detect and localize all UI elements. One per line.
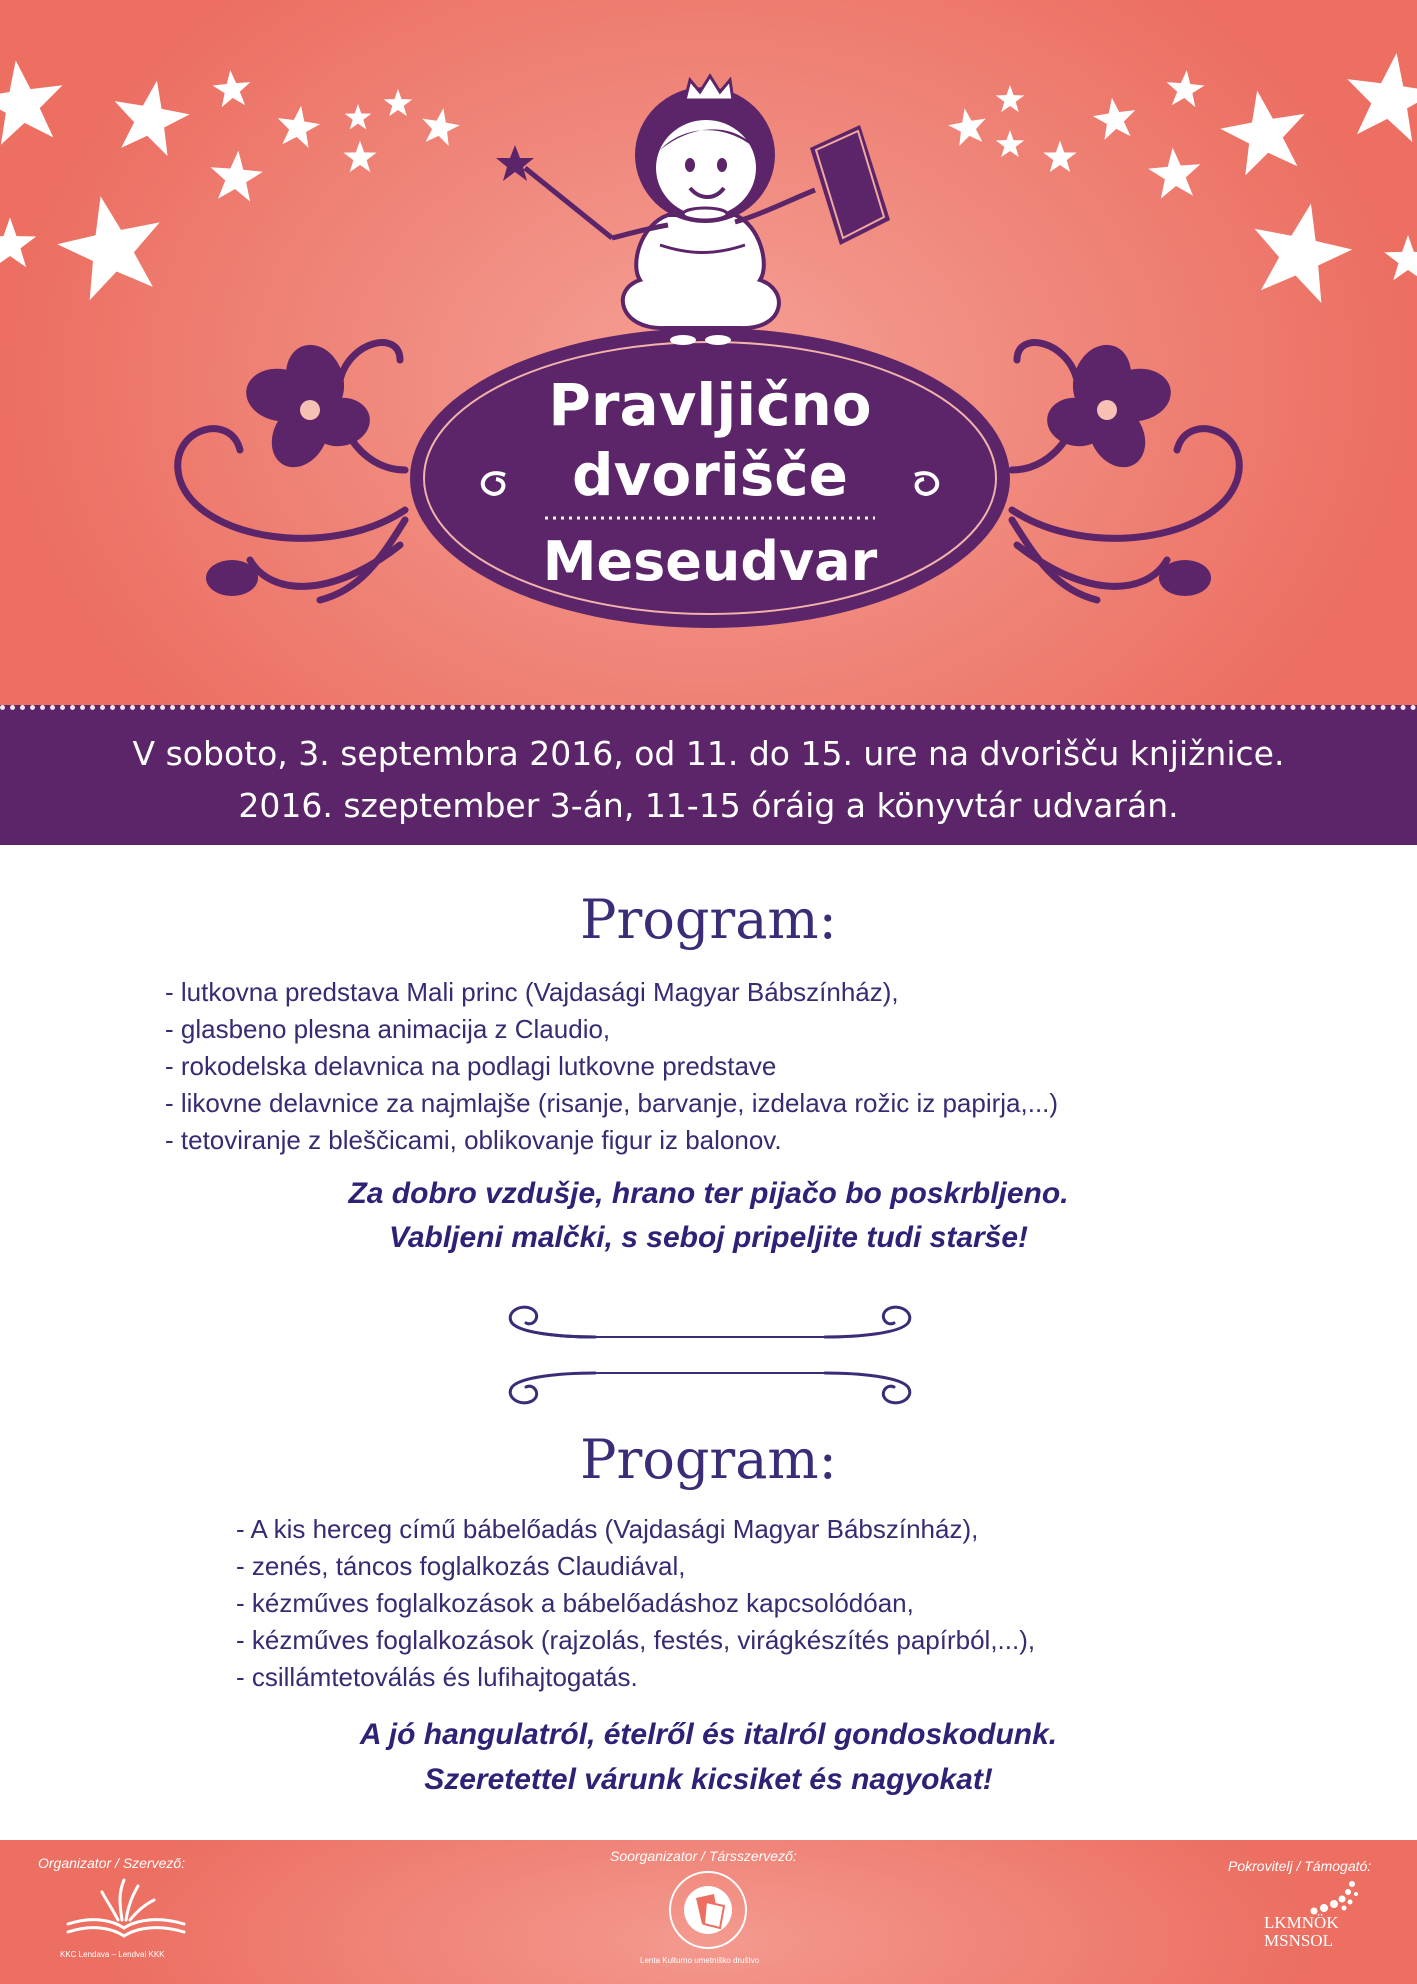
- date-text-hungarian: 2016. szeptember 3-án, 11-15 óráig a könyvtár udvarán.: [238, 786, 1179, 825]
- flower-left-icon: [178, 337, 405, 600]
- list-item: - rokodelska delavnica na podlagi lutkovne predstave: [165, 1051, 777, 1081]
- kkc-lendava-logo-icon: [62, 1878, 192, 1948]
- program-heading-hungarian: Program:: [580, 1428, 837, 1491]
- sponsor-logo-line1: LKMNÖK: [1264, 1913, 1339, 1932]
- ornament-divider-icon: [500, 1295, 920, 1410]
- band-dotted-border: [0, 705, 1417, 710]
- list-item: - A kis herceg című bábelőadás (Vajdasági Magyar Bábszínház),: [236, 1514, 979, 1544]
- cultural-society-logo-icon: [666, 1868, 750, 1952]
- program-list-hungarian: [236, 1511, 1035, 1696]
- organizer-logo-text: KKC Lendava – Lendvai KKK: [60, 1950, 165, 1959]
- closing-line-slovene-1: Za dobro vzdušje, hrano ter pijačo bo poskrbljeno.: [348, 1177, 1069, 1210]
- list-item: - kézműves foglalkozások a bábelőadáshoz kapcsolódóan,: [236, 1588, 914, 1618]
- list-item: - glasbeno plesna animacija z Claudio,: [165, 1014, 611, 1044]
- closing-line-hungarian-1: A jó hangulatról, ételről és italról gondoskodunk.: [359, 1718, 1058, 1751]
- title-line2: dvorišče: [572, 441, 848, 509]
- list-item: - lutkovna predstava Mali princ (Vajdasági Magyar Bábszínház),: [165, 977, 899, 1007]
- title-line1: Pravljično: [548, 371, 872, 439]
- organizer-label: Organizator / Szervező:: [38, 1855, 186, 1871]
- title-line3: Meseudvar: [542, 530, 878, 593]
- program-heading-slovene: Program:: [580, 888, 837, 951]
- stars-right-icon: [946, 47, 1417, 307]
- lkmnok-dots-icon: [1300, 1878, 1360, 1918]
- list-item: - likovne delavnice za najmlajše (risanje, barvanje, izdelava rožic iz papirja,...): [165, 1088, 1059, 1118]
- header-banner: [0, 0, 1417, 705]
- list-item: - kézműves foglalkozások (rajzolás, festés, virágkészítés papírból,...),: [236, 1625, 1036, 1655]
- coorganizer-logo-text: Lenta Kulturno umetniško društvo: [640, 1956, 760, 1965]
- header-illustration: [0, 0, 1417, 705]
- stars-left-icon: [0, 54, 462, 304]
- list-item: - zenés, táncos foglalkozás Claudiával,: [236, 1551, 686, 1581]
- program-list-slovene: [165, 974, 1058, 1159]
- princess-icon: [496, 76, 890, 345]
- coorganizer-label: Soorganizator / Társszervező:: [610, 1848, 797, 1864]
- closing-line-slovene-2: Vabljeni malčki, s seboj pripeljite tudi starše!: [388, 1221, 1029, 1254]
- date-text-slovene: V soboto, 3. septembra 2016, od 11. do 15. ure na dvorišču knjižnice.: [132, 734, 1285, 773]
- flower-right-icon: [1012, 337, 1239, 600]
- sponsor-label: Pokrovitelj / Támogató:: [1228, 1858, 1372, 1874]
- list-item: - csillámtetoválás és lufihajtogatás.: [236, 1662, 638, 1692]
- closing-line-hungarian-2: Szeretettel várunk kicsiket és nagyokat!: [424, 1763, 993, 1796]
- sponsor-logo-line2: MSNSOL: [1264, 1931, 1333, 1950]
- list-item: - tetoviranje z bleščicami, oblikovanje figur iz balonov.: [165, 1125, 782, 1155]
